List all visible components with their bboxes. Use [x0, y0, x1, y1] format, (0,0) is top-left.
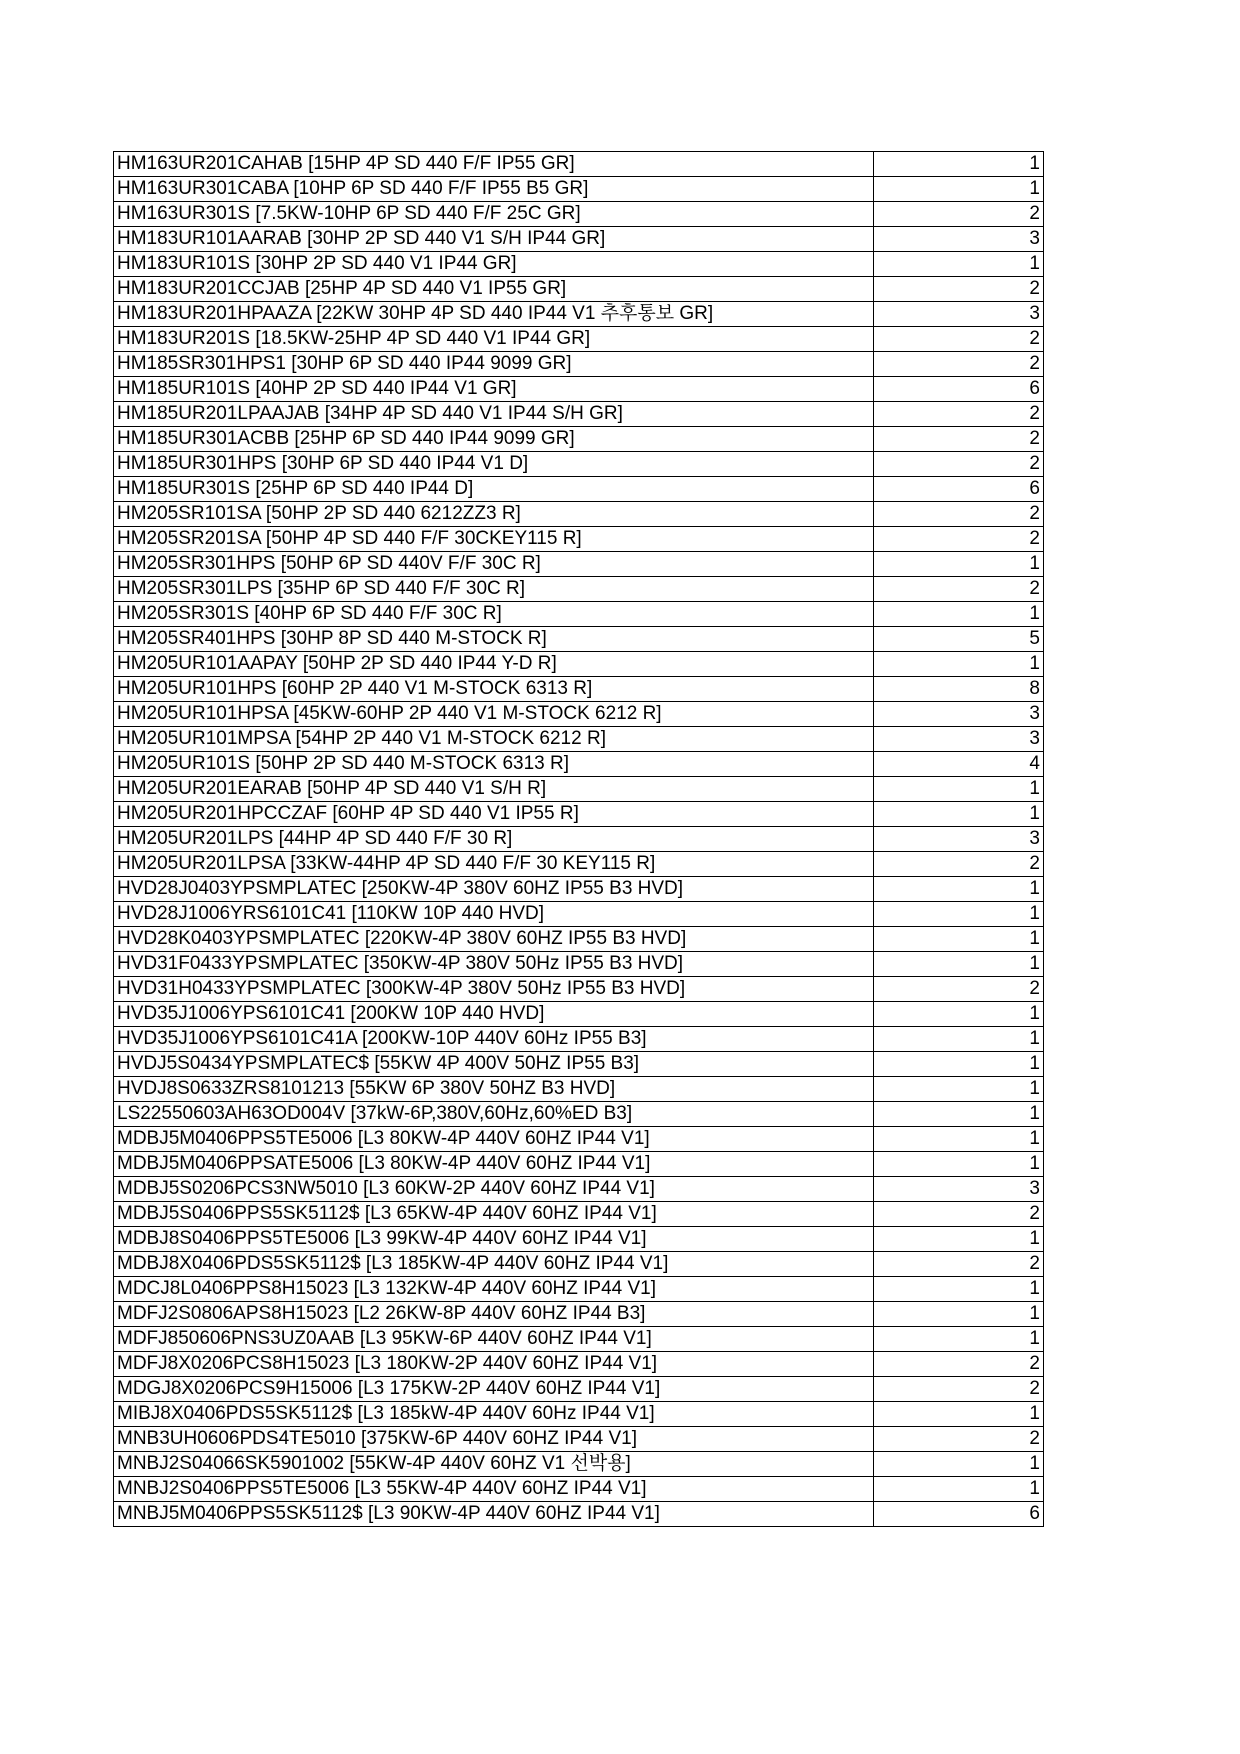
table-row: [114, 552, 1044, 577]
quantity-cell: 1: [874, 1227, 1044, 1252]
item-description-cell: HM163UR201CAHAB [15HP 4P SD 440 F/F IP55 GR]: [114, 152, 874, 177]
table-row: [114, 827, 1044, 852]
item-description-cell: HM163UR301CABA [10HP 6P SD 440 F/F IP55 B5 GR]: [114, 177, 874, 202]
item-description-cell: HM163UR301S [7.5KW-10HP 6P SD 440 F/F 25C GR]: [114, 202, 874, 227]
table-row: [114, 1352, 1044, 1377]
quantity-cell: 1: [874, 1302, 1044, 1327]
item-description-cell: HM185UR201LPAAJAB [34HP 4P SD 440 V1 IP44 S/H GR]: [114, 402, 874, 427]
item-description-cell: HVD35J1006YPS6101C41 [200KW 10P 440 HVD]: [114, 1002, 874, 1027]
quantity-cell: 1: [874, 877, 1044, 902]
table-row: [114, 677, 1044, 702]
item-description-cell: HM205UR101AAPAY [50HP 2P SD 440 IP44 Y-D R]: [114, 652, 874, 677]
quantity-cell: 1: [874, 802, 1044, 827]
table-row: [114, 602, 1044, 627]
quantity-cell: 3: [874, 1177, 1044, 1202]
quantity-cell: 1: [874, 152, 1044, 177]
quantity-cell: 2: [874, 327, 1044, 352]
table-row: [114, 727, 1044, 752]
table-row: [114, 952, 1044, 977]
quantity-cell: 2: [874, 527, 1044, 552]
item-description-cell: HM205UR101MPSA [54HP 2P 440 V1 M-STOCK 6212 R]: [114, 727, 874, 752]
quantity-cell: 1: [874, 1077, 1044, 1102]
quantity-cell: 2: [874, 402, 1044, 427]
item-description-cell: MNBJ2S04066SK5901002 [55KW-4P 440V 60HZ V1 선박용]: [114, 1452, 874, 1477]
quantity-cell: 1: [874, 1027, 1044, 1052]
quantity-cell: 3: [874, 727, 1044, 752]
table-row: [114, 1502, 1044, 1527]
quantity-cell: 4: [874, 752, 1044, 777]
item-description-cell: HM205SR201SA [50HP 4P SD 440 F/F 30CKEY115 R]: [114, 527, 874, 552]
table-row: [114, 1402, 1044, 1427]
table-row: [114, 1477, 1044, 1502]
item-description-cell: HM185UR101S [40HP 2P SD 440 IP44 V1 GR]: [114, 377, 874, 402]
quantity-cell: 2: [874, 202, 1044, 227]
table-row: [114, 1052, 1044, 1077]
table-row: [114, 877, 1044, 902]
item-description-cell: HM183UR101AARAB [30HP 2P SD 440 V1 S/H IP44 GR]: [114, 227, 874, 252]
table-row: [114, 227, 1044, 252]
item-description-cell: HM205UR101S [50HP 2P SD 440 M-STOCK 6313 R]: [114, 752, 874, 777]
quantity-cell: 1: [874, 252, 1044, 277]
quantity-cell: 1: [874, 1052, 1044, 1077]
table-row: [114, 477, 1044, 502]
table-row: [114, 252, 1044, 277]
table-row: [114, 352, 1044, 377]
item-description-cell: MDFJ850606PNS3UZ0AAB [L3 95KW-6P 440V 60HZ IP44 V1]: [114, 1327, 874, 1352]
quantity-cell: 2: [874, 502, 1044, 527]
item-description-cell: HVD28K0403YPSMPLATEC [220KW-4P 380V 60HZ IP55 B3 HVD]: [114, 927, 874, 952]
table-row: [114, 1077, 1044, 1102]
quantity-cell: 6: [874, 477, 1044, 502]
item-description-cell: HVDJ8S0633ZRS8101213 [55KW 6P 380V 50HZ B3 HVD]: [114, 1077, 874, 1102]
item-description-cell: HM205UR201HPCCZAF [60HP 4P SD 440 V1 IP55 R]: [114, 802, 874, 827]
table-row: [114, 377, 1044, 402]
quantity-cell: 2: [874, 427, 1044, 452]
quantity-cell: 2: [874, 852, 1044, 877]
table-row: [114, 977, 1044, 1002]
table-row: [114, 702, 1044, 727]
table-row: [114, 152, 1044, 177]
item-description-cell: HM205SR301S [40HP 6P SD 440 F/F 30C R]: [114, 602, 874, 627]
item-description-cell: HM205UR201EARAB [50HP 4P SD 440 V1 S/H R]: [114, 777, 874, 802]
table-row: [114, 1227, 1044, 1252]
table-row: [114, 1152, 1044, 1177]
table-row: [114, 1302, 1044, 1327]
quantity-cell: 1: [874, 777, 1044, 802]
table-row: [114, 1202, 1044, 1227]
item-description-cell: MDBJ5S0206PCS3NW5010 [L3 60KW-2P 440V 60HZ IP44 V1]: [114, 1177, 874, 1202]
table-row: [114, 802, 1044, 827]
table-row: [114, 577, 1044, 602]
quantity-cell: 2: [874, 1252, 1044, 1277]
item-description-cell: HVDJ5S0434YPSMPLATEC$ [55KW 4P 400V 50HZ IP55 B3]: [114, 1052, 874, 1077]
item-description-cell: MDBJ5M0406PPSATE5006 [L3 80KW-4P 440V 60HZ IP44 V1]: [114, 1152, 874, 1177]
table-row: [114, 902, 1044, 927]
table-row: [114, 327, 1044, 352]
table-row: [114, 627, 1044, 652]
item-description-cell: HM185UR301ACBB [25HP 6P SD 440 IP44 9099 GR]: [114, 427, 874, 452]
table-row: [114, 527, 1044, 552]
item-description-cell: MNBJ5M0406PPS5SK5112$ [L3 90KW-4P 440V 60HZ IP44 V1]: [114, 1502, 874, 1527]
table-row: [114, 402, 1044, 427]
quantity-cell: 3: [874, 227, 1044, 252]
item-description-cell: MIBJ8X0406PDS5SK5112$ [L3 185kW-4P 440V 60Hz IP44 V1]: [114, 1402, 874, 1427]
item-description-cell: HM205UR201LPSA [33KW-44HP 4P SD 440 F/F 30 KEY115 R]: [114, 852, 874, 877]
inventory-table-body: [114, 152, 1044, 1527]
item-description-cell: HM205SR301LPS [35HP 6P SD 440 F/F 30C R]: [114, 577, 874, 602]
item-description-cell: HM205SR401HPS [30HP 8P SD 440 M-STOCK R]: [114, 627, 874, 652]
quantity-cell: 2: [874, 352, 1044, 377]
quantity-cell: 3: [874, 702, 1044, 727]
table-row: [114, 1427, 1044, 1452]
item-description-cell: HM205UR101HPSA [45KW-60HP 2P 440 V1 M-STOCK 6212 R]: [114, 702, 874, 727]
table-row: [114, 427, 1044, 452]
table-row: [114, 1452, 1044, 1477]
table-row: [114, 202, 1044, 227]
quantity-cell: 1: [874, 1452, 1044, 1477]
quantity-cell: 3: [874, 302, 1044, 327]
table-row: [114, 502, 1044, 527]
quantity-cell: 1: [874, 1002, 1044, 1027]
item-description-cell: HM205SR101SA [50HP 2P SD 440 6212ZZ3 R]: [114, 502, 874, 527]
quantity-cell: 2: [874, 277, 1044, 302]
quantity-cell: 8: [874, 677, 1044, 702]
quantity-cell: 6: [874, 1502, 1044, 1527]
table-row: [114, 1277, 1044, 1302]
quantity-cell: 2: [874, 977, 1044, 1002]
item-description-cell: HM183UR201CCJAB [25HP 4P SD 440 V1 IP55 GR]: [114, 277, 874, 302]
item-description-cell: HVD28J0403YPSMPLATEC [250KW-4P 380V 60HZ IP55 B3 HVD]: [114, 877, 874, 902]
quantity-cell: 6: [874, 377, 1044, 402]
quantity-cell: 1: [874, 1402, 1044, 1427]
quantity-cell: 2: [874, 1202, 1044, 1227]
table-row: [114, 1327, 1044, 1352]
quantity-cell: 2: [874, 1377, 1044, 1402]
quantity-cell: 1: [874, 177, 1044, 202]
item-description-cell: MDBJ5S0406PPS5SK5112$ [L3 65KW-4P 440V 60HZ IP44 V1]: [114, 1202, 874, 1227]
table-row: [114, 1002, 1044, 1027]
item-description-cell: HM183UR101S [30HP 2P SD 440 V1 IP44 GR]: [114, 252, 874, 277]
table-row: [114, 1027, 1044, 1052]
table-row: [114, 1127, 1044, 1152]
quantity-cell: 2: [874, 452, 1044, 477]
item-description-cell: MNB3UH0606PDS4TE5010 [375KW-6P 440V 60HZ IP44 V1]: [114, 1427, 874, 1452]
quantity-cell: 1: [874, 1102, 1044, 1127]
quantity-cell: 2: [874, 1352, 1044, 1377]
quantity-cell: 1: [874, 952, 1044, 977]
table-row: [114, 852, 1044, 877]
table-row: [114, 652, 1044, 677]
table-row: [114, 277, 1044, 302]
quantity-cell: 2: [874, 1427, 1044, 1452]
item-description-cell: HM205UR101HPS [60HP 2P 440 V1 M-STOCK 6313 R]: [114, 677, 874, 702]
item-description-cell: MDFJ8X0206PCS8H15023 [L3 180KW-2P 440V 60HZ IP44 V1]: [114, 1352, 874, 1377]
item-description-cell: LS22550603AH63OD004V [37kW-6P,380V,60Hz,60%ED B3]: [114, 1102, 874, 1127]
table-row: [114, 752, 1044, 777]
table-row: [114, 777, 1044, 802]
quantity-cell: 1: [874, 1127, 1044, 1152]
quantity-cell: 1: [874, 652, 1044, 677]
item-description-cell: HM185UR301HPS [30HP 6P SD 440 IP44 V1 D]: [114, 452, 874, 477]
item-description-cell: MDGJ8X0206PCS9H15006 [L3 175KW-2P 440V 60HZ IP44 V1]: [114, 1377, 874, 1402]
quantity-cell: 1: [874, 1477, 1044, 1502]
quantity-cell: 3: [874, 827, 1044, 852]
table-row: [114, 1102, 1044, 1127]
item-description-cell: MDCJ8L0406PPS8H15023 [L3 132KW-4P 440V 60HZ IP44 V1]: [114, 1277, 874, 1302]
table-row: [114, 177, 1044, 202]
item-description-cell: MDBJ8X0406PDS5SK5112$ [L3 185KW-4P 440V 60HZ IP44 V1]: [114, 1252, 874, 1277]
item-description-cell: HM183UR201S [18.5KW-25HP 4P SD 440 V1 IP44 GR]: [114, 327, 874, 352]
quantity-cell: 1: [874, 1327, 1044, 1352]
item-description-cell: HVD31F0433YPSMPLATEC [350KW-4P 380V 50Hz IP55 B3 HVD]: [114, 952, 874, 977]
table-row: [114, 1252, 1044, 1277]
quantity-cell: 1: [874, 552, 1044, 577]
item-description-cell: HVD35J1006YPS6101C41A [200KW-10P 440V 60Hz IP55 B3]: [114, 1027, 874, 1052]
item-description-cell: MDBJ8S0406PPS5TE5006 [L3 99KW-4P 440V 60HZ IP44 V1]: [114, 1227, 874, 1252]
table-row: [114, 452, 1044, 477]
table-row: [114, 302, 1044, 327]
quantity-cell: 2: [874, 577, 1044, 602]
quantity-cell: 1: [874, 927, 1044, 952]
item-description-cell: HM185SR301HPS1 [30HP 6P SD 440 IP44 9099 GR]: [114, 352, 874, 377]
item-description-cell: MDFJ2S0806APS8H15023 [L2 26KW-8P 440V 60HZ IP44 B3]: [114, 1302, 874, 1327]
item-description-cell: MNBJ2S0406PPS5TE5006 [L3 55KW-4P 440V 60HZ IP44 V1]: [114, 1477, 874, 1502]
quantity-cell: 1: [874, 902, 1044, 927]
quantity-cell: 1: [874, 1152, 1044, 1177]
table-row: [114, 1177, 1044, 1202]
table-row: [114, 927, 1044, 952]
item-description-cell: HM205SR301HPS [50HP 6P SD 440V F/F 30C R]: [114, 552, 874, 577]
quantity-cell: 5: [874, 627, 1044, 652]
item-description-cell: HVD28J1006YRS6101C41 [110KW 10P 440 HVD]: [114, 902, 874, 927]
item-description-cell: HM183UR201HPAAZA [22KW 30HP 4P SD 440 IP44 V1 추후통보 GR]: [114, 302, 874, 327]
quantity-cell: 1: [874, 1277, 1044, 1302]
item-description-cell: HVD31H0433YPSMPLATEC [300KW-4P 380V 50Hz IP55 B3 HVD]: [114, 977, 874, 1002]
table-row: [114, 1377, 1044, 1402]
inventory-table: [113, 151, 1044, 1527]
item-description-cell: HM205UR201LPS [44HP 4P SD 440 F/F 30 R]: [114, 827, 874, 852]
item-description-cell: HM185UR301S [25HP 6P SD 440 IP44 D]: [114, 477, 874, 502]
quantity-cell: 1: [874, 602, 1044, 627]
item-description-cell: MDBJ5M0406PPS5TE5006 [L3 80KW-4P 440V 60HZ IP44 V1]: [114, 1127, 874, 1152]
